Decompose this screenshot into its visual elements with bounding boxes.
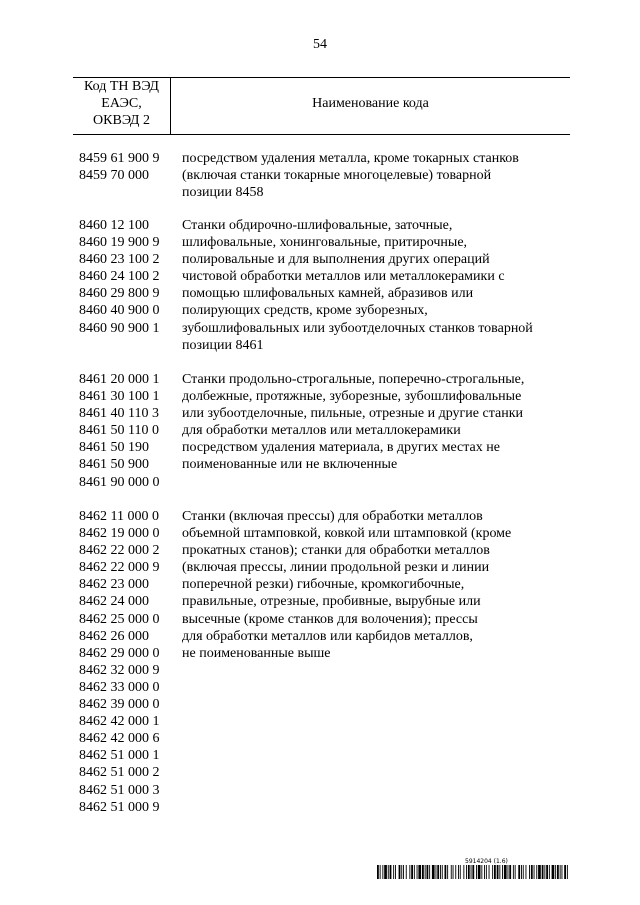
barcode-bar [534, 865, 535, 879]
description-line: объемной штамповкой, ковкой или штамповкой (кроме [182, 526, 512, 542]
header-name-column: Наименование кода [312, 96, 429, 111]
barcode-bar [492, 865, 493, 879]
barcode-bar [564, 865, 566, 879]
description-line: зубошлифовальных или зубоотделочных станков товарной [182, 320, 533, 336]
barcode-bar [466, 865, 467, 879]
barcode-bar [502, 865, 503, 879]
code-item: 8462 25 000 0 [79, 611, 160, 627]
code-item: 8462 39 000 0 [79, 697, 160, 713]
description-line: (включая станки токарные многоцелевые) товарной [182, 168, 492, 184]
barcode-bar [478, 865, 481, 879]
header-code-line: ОКВЭД 2 [93, 113, 150, 128]
description-line: для обработки металлов или карбидов металлов, [182, 628, 473, 644]
barcode-bar [393, 865, 394, 879]
barcode-bar [409, 865, 410, 879]
description-line: не поименованные выше [182, 645, 331, 661]
barcode-bar [447, 865, 448, 879]
section-description [182, 150, 572, 201]
barcode-bar [403, 865, 404, 879]
document-barcode [377, 858, 570, 880]
code-item: 8461 50 900 [79, 457, 149, 473]
section-description [182, 371, 572, 474]
barcode-bar [406, 865, 407, 879]
code-list [79, 508, 179, 816]
description-line: высечные (кроме станков для волочения); прессы [182, 611, 478, 627]
code-item: 8461 90 000 0 [79, 474, 160, 490]
header-code-line: ЕАЭС, [101, 96, 142, 111]
barcode-bar [544, 865, 545, 879]
code-item: 8462 29 000 0 [79, 645, 160, 661]
barcode-bar [458, 865, 459, 879]
code-list [79, 371, 179, 491]
description-line: Станки (включая прессы) для обработки металлов [182, 509, 483, 524]
description-line: поперечной резки) гибочные, кромкогибочные, [182, 577, 465, 593]
barcode-bar [521, 865, 522, 879]
code-item: 8460 29 800 9 [79, 286, 160, 302]
barcode-bar [538, 865, 541, 879]
code-item: 8460 23 100 2 [79, 252, 160, 268]
code-item: 8462 22 000 2 [79, 543, 160, 559]
barcode-bar [427, 865, 429, 879]
description-line: правильные, отрезные, пробивные, вырубные или [182, 594, 481, 610]
barcode-bar [395, 865, 396, 879]
barcode-bar [536, 865, 537, 879]
barcode-bar [399, 865, 401, 879]
barcode-bar [481, 865, 482, 879]
barcode-bar [531, 865, 533, 879]
barcode-bar [471, 865, 472, 879]
description-line: шлифовальные, хонинговальные, притирочные, [182, 235, 468, 251]
barcode-bar [455, 865, 456, 879]
code-item: 8460 24 100 2 [79, 269, 160, 285]
barcode-bar [422, 865, 424, 879]
barcode-bar [442, 865, 443, 879]
barcode-bar [549, 865, 550, 879]
barcode-bar [515, 865, 516, 879]
barcode-bar [567, 865, 568, 879]
barcode-bar [494, 865, 496, 879]
code-item: 8462 33 000 0 [79, 679, 160, 695]
description-line: поименованные или не включенные [182, 457, 398, 473]
barcode-label: 5914204 (1.6) [465, 858, 508, 865]
code-item: 8462 42 000 6 [79, 731, 160, 747]
barcode-bar [542, 865, 544, 879]
code-item: 8462 51 000 3 [79, 782, 160, 798]
code-item: 8462 24 000 [79, 594, 149, 610]
barcode-bar [562, 865, 563, 879]
code-item: 8461 20 000 1 [79, 372, 160, 387]
description-line: или зубоотделочные, пильные, отрезные и другие станки [182, 406, 523, 422]
barcode-bar [509, 865, 511, 879]
barcode-bar [377, 865, 379, 879]
description-line: позиции 8461 [182, 337, 264, 353]
barcode-bar [382, 865, 383, 879]
barcode-bar [518, 865, 520, 879]
code-item: 8462 11 000 0 [79, 509, 159, 524]
code-item: 8462 42 000 1 [79, 714, 160, 730]
code-item: 8462 51 000 1 [79, 748, 160, 764]
description-line: позиции 8458 [182, 185, 264, 201]
description-line: долбежные, протяжные, зуборезные, зубошлифовальные [182, 389, 522, 405]
barcode-bar [414, 865, 415, 879]
barcode-bar [555, 865, 556, 879]
code-item: 8461 30 100 1 [79, 389, 160, 405]
code-item: 8462 26 000 [79, 628, 149, 644]
barcode-bar [390, 865, 392, 879]
barcode-bar [489, 865, 490, 879]
description-line: прокатных станов); станки для обработки металлов [182, 543, 490, 559]
barcode-bar [472, 865, 474, 879]
barcode-bar [401, 865, 402, 879]
code-item: 8462 23 000 [79, 577, 149, 593]
description-line: полирующих средств, кроме зуборезных, [182, 303, 428, 319]
barcode-bar [411, 865, 413, 879]
description-line: чистовой обработки металлов или металлокерамики с [182, 269, 505, 285]
barcode-bar [440, 865, 441, 879]
description-line: (включая прессы, линии продольной резки и линии [182, 560, 490, 576]
table-header-bottom-rule [73, 134, 570, 135]
barcode-bar [468, 865, 470, 879]
code-list [79, 217, 179, 337]
page-number: 54 [313, 37, 327, 52]
header-code-column [73, 78, 170, 129]
barcode-bar [380, 865, 381, 879]
description-line: Станки обдирочно-шлифовальные, заточные, [182, 218, 453, 233]
barcode-bar [436, 865, 437, 879]
barcode-bar [486, 865, 487, 879]
description-line: посредством удаления материала, в других местах не [182, 440, 500, 456]
code-item: 8460 40 900 0 [79, 303, 160, 319]
barcode-bar [476, 865, 477, 879]
barcode-bar [453, 865, 454, 879]
description-line: полировальные и для выполнения других операций [182, 252, 490, 268]
code-item: 8462 32 000 9 [79, 662, 160, 678]
code-item: 8460 19 900 9 [79, 235, 160, 251]
barcode-bar [429, 865, 430, 879]
barcode-bar [552, 865, 555, 879]
description-line: для обработки металлов или металлокерамики [182, 423, 461, 439]
barcode-bar [560, 865, 561, 879]
barcode-bar [388, 865, 389, 879]
barcode-bar [513, 865, 514, 879]
section-description [182, 508, 572, 662]
barcode-bar [425, 865, 426, 879]
code-item: 8462 19 000 0 [79, 526, 160, 542]
barcode-bar [463, 865, 464, 879]
code-item: 8462 51 000 9 [79, 799, 160, 815]
barcode-bar [546, 865, 548, 879]
barcode-bar [557, 865, 559, 879]
barcode-bar [451, 865, 452, 879]
barcode-bar [437, 865, 439, 879]
barcode-bar [497, 865, 499, 879]
code-item: 8459 61 900 9 [79, 151, 160, 166]
code-item: 8460 12 100 [79, 218, 149, 233]
barcode-bar [508, 865, 509, 879]
code-item: 8460 90 900 1 [79, 320, 160, 336]
barcode-bar [526, 865, 527, 879]
barcode-bar [529, 865, 530, 879]
code-item: 8462 22 000 9 [79, 560, 160, 576]
header-code-line: Код ТН ВЭД [84, 79, 159, 94]
code-item: 8461 50 190 [79, 440, 149, 456]
barcode-bar [417, 865, 418, 879]
barcode-bar [484, 865, 485, 879]
description-line: Станки продольно-строгальные, поперечно-строгальные, [182, 372, 525, 387]
barcode-bar [432, 865, 435, 879]
section-description [182, 217, 572, 354]
barcode-graphic [377, 865, 570, 879]
description-line: помощью шлифовальных камней, абразивов или [182, 286, 474, 302]
barcode-bar [460, 865, 461, 879]
code-item: 8462 51 000 2 [79, 765, 160, 781]
barcode-bar [418, 865, 421, 879]
code-item: 8459 70 000 [79, 168, 149, 184]
code-list [79, 150, 179, 184]
barcode-bar [384, 865, 387, 879]
description-line: посредством удаления металла, кроме токарных станков [182, 151, 519, 166]
code-item: 8461 50 110 0 [79, 423, 159, 439]
barcode-bar [445, 865, 447, 879]
barcode-bar [499, 865, 500, 879]
barcode-bar [504, 865, 507, 879]
code-item: 8461 40 110 3 [79, 406, 159, 422]
barcode-bar [523, 865, 524, 879]
